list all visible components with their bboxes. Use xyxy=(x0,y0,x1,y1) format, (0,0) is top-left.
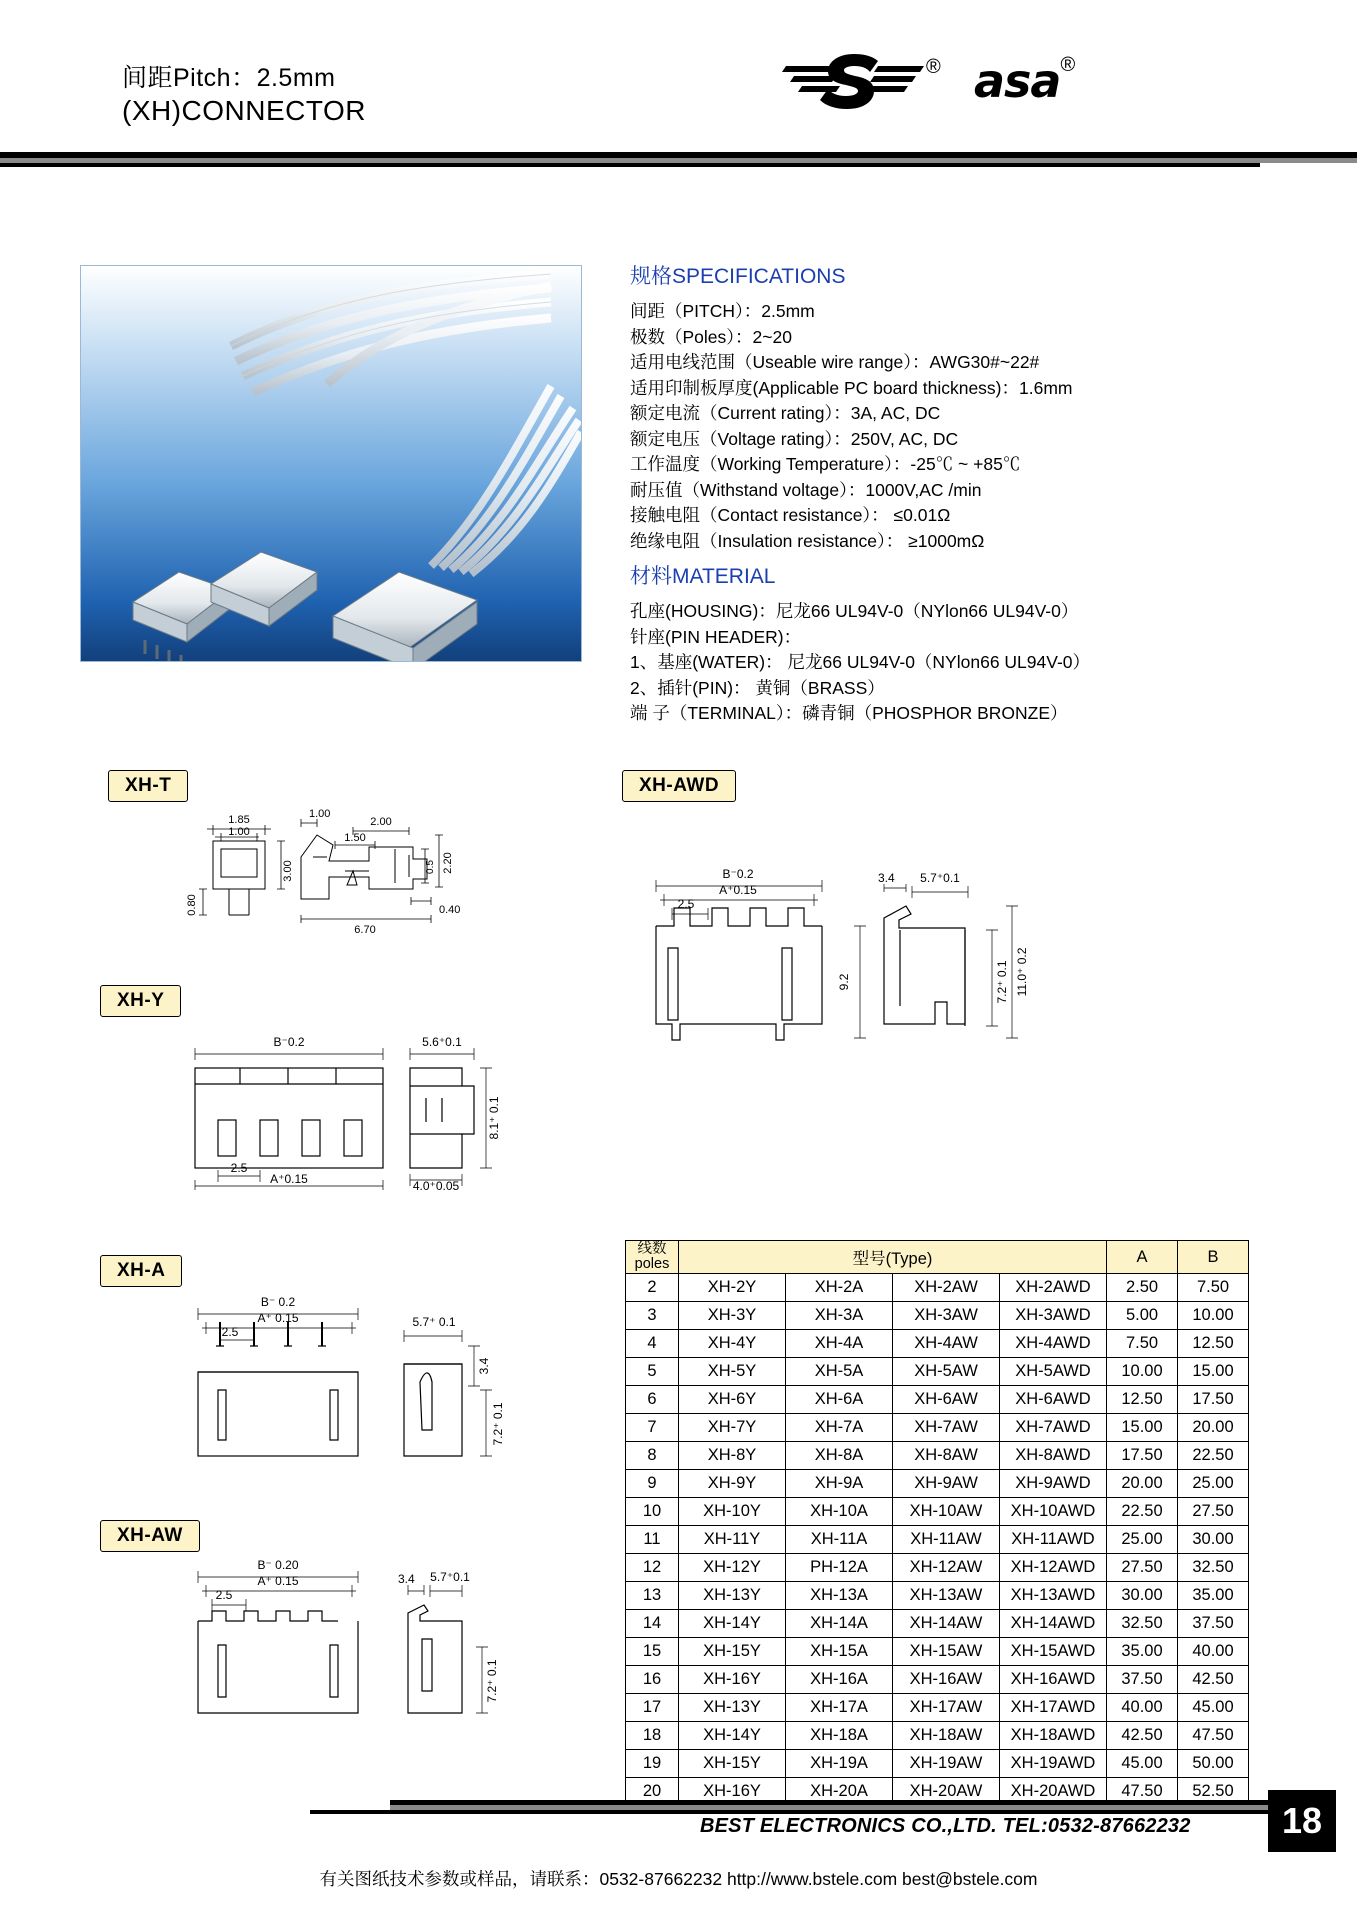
cell-b: 12.50 xyxy=(1178,1330,1249,1358)
dim-text: 7.2⁺ 0.1 xyxy=(995,960,1009,1004)
cell-a: 5.00 xyxy=(1107,1302,1178,1330)
cell-a: 25.00 xyxy=(1107,1526,1178,1554)
cell-poles: 2 xyxy=(626,1274,679,1302)
footer-divider-2 xyxy=(310,1810,1270,1814)
cell-type: XH-15Y xyxy=(679,1750,786,1778)
table-row xyxy=(626,1582,1249,1610)
table-row xyxy=(626,1470,1249,1498)
cell-type: XH-15Y xyxy=(679,1638,786,1666)
dim-text: 3.4 xyxy=(878,871,895,885)
cell-b: 52.50 xyxy=(1178,1778,1249,1806)
cell-b: 50.00 xyxy=(1178,1750,1249,1778)
cell-type: XH-11AWD xyxy=(1000,1526,1107,1554)
header-divider xyxy=(0,152,1357,163)
dim-text: 0.5 xyxy=(425,860,436,874)
cell-type: XH-17A xyxy=(786,1694,893,1722)
cell-poles: 10 xyxy=(626,1498,679,1526)
drawing-xh-t xyxy=(95,805,495,950)
footer-contact: 有关图纸技术参数或样品，请联系：0532-87662232 http://www.bstele.com best@bstele.com xyxy=(319,1869,1038,1889)
cell-type: XH-6Y xyxy=(679,1386,786,1414)
specifications-heading: 规格SPECIFICATIONS xyxy=(630,265,846,288)
cell-type: XH-14Y xyxy=(679,1722,786,1750)
table-row xyxy=(626,1722,1249,1750)
cell-type: XH-13Y xyxy=(679,1582,786,1610)
cell-type: XH-13AW xyxy=(893,1582,1000,1610)
cell-poles: 8 xyxy=(626,1442,679,1470)
table-row xyxy=(626,1442,1249,1470)
cell-poles: 7 xyxy=(626,1414,679,1442)
dim-text: 0.40 xyxy=(439,904,461,916)
table-row xyxy=(626,1498,1249,1526)
specifications-block xyxy=(630,260,1250,554)
dim-text: 5.7⁺ 0.1 xyxy=(412,1315,456,1329)
material-line: 孔座(HOUSING)：尼龙66 UL94V-0（NYlon66 UL94V-0） xyxy=(630,601,1079,621)
cell-type: XH-4AW xyxy=(893,1330,1000,1358)
cell-type: XH-8A xyxy=(786,1442,893,1470)
cell-type: XH-7A xyxy=(786,1414,893,1442)
cell-type: XH-3Y xyxy=(679,1302,786,1330)
table-header-type: 型号(Type) xyxy=(679,1241,1107,1274)
product-photo xyxy=(80,265,582,662)
cell-type: XH-10AWD xyxy=(1000,1498,1107,1526)
cell-type: XH-9A xyxy=(786,1470,893,1498)
cell-type: XH-15A xyxy=(786,1638,893,1666)
cell-type: XH-20AWD xyxy=(1000,1778,1107,1806)
table-header-a: A xyxy=(1107,1241,1178,1274)
cell-b: 45.00 xyxy=(1178,1694,1249,1722)
section-tag-xh-aw: XH-AW xyxy=(100,1520,200,1552)
cell-type: XH-3A xyxy=(786,1302,893,1330)
cell-type: XH-4A xyxy=(786,1330,893,1358)
section-tag-xh-awd: XH-AWD xyxy=(622,770,736,802)
cell-b: 22.50 xyxy=(1178,1442,1249,1470)
cell-a: 27.50 xyxy=(1107,1554,1178,1582)
cell-type: XH-20A xyxy=(786,1778,893,1806)
table-row xyxy=(626,1302,1249,1330)
registered-mark-1: ® xyxy=(926,56,941,78)
dim-text: B⁻ 0.20 xyxy=(257,1558,299,1572)
page-title: (XH)CONNECTOR xyxy=(122,95,366,126)
dim-text: 3.00 xyxy=(282,860,294,882)
cell-type: XH-19A xyxy=(786,1750,893,1778)
table-row xyxy=(626,1386,1249,1414)
table-row xyxy=(626,1610,1249,1638)
table-row xyxy=(626,1750,1249,1778)
cell-type: XH-17AWD xyxy=(1000,1694,1107,1722)
cell-b: 27.50 xyxy=(1178,1498,1249,1526)
cell-type: XH-7AWD xyxy=(1000,1414,1107,1442)
cell-poles: 16 xyxy=(626,1666,679,1694)
table-row xyxy=(626,1526,1249,1554)
dim-text: 7.2⁺ 0.1 xyxy=(491,1402,505,1446)
table-row xyxy=(626,1666,1249,1694)
cell-type: XH-9AW xyxy=(893,1470,1000,1498)
cell-type: XH-8Y xyxy=(679,1442,786,1470)
dim-text: 2.5 xyxy=(221,1325,239,1339)
cell-type: XH-2AW xyxy=(893,1274,1000,1302)
footer-divider xyxy=(390,1800,1270,1810)
cell-type: XH-3AWD xyxy=(1000,1302,1107,1330)
material-line: 端 子（TERMINAL）：磷青铜（PHOSPHOR BRONZE） xyxy=(630,703,1068,723)
cell-type: XH-13Y xyxy=(679,1694,786,1722)
dim-text: 1.00 xyxy=(309,808,331,820)
section-tag-xh-y: XH-Y xyxy=(100,985,181,1017)
cell-type: XH-11Y xyxy=(679,1526,786,1554)
dim-text: 3.4 xyxy=(477,1357,491,1375)
material-line: 1、基座(WATER)： 尼龙66 UL94V-0（NYlon66 UL94V-0） xyxy=(630,652,1091,672)
cell-poles: 17 xyxy=(626,1694,679,1722)
cell-poles: 20 xyxy=(626,1778,679,1806)
cell-type: XH-2Y xyxy=(679,1274,786,1302)
cell-a: 10.00 xyxy=(1107,1358,1178,1386)
cell-poles: 13 xyxy=(626,1582,679,1610)
dim-text: 3.4 xyxy=(398,1572,415,1586)
cell-b: 30.00 xyxy=(1178,1526,1249,1554)
cell-type: XH-16AWD xyxy=(1000,1666,1107,1694)
spec-line: 适用电线范围（Useable wire range）：AWG30#~22# xyxy=(630,352,1040,372)
table-row xyxy=(626,1358,1249,1386)
brand-logo xyxy=(780,50,1076,112)
cell-type: XH-12AW xyxy=(893,1554,1000,1582)
cell-b: 40.00 xyxy=(1178,1638,1249,1666)
cell-poles: 3 xyxy=(626,1302,679,1330)
dim-text: 1.50 xyxy=(344,832,366,844)
cell-type: XH-12Y xyxy=(679,1554,786,1582)
footer-company: BEST ELECTRONICS CO.,LTD. TEL:0532-87662232 xyxy=(700,1815,1191,1837)
dim-text: 2.20 xyxy=(442,852,454,874)
cell-type: XH-16AW xyxy=(893,1666,1000,1694)
poles-en-label: poles xyxy=(634,1256,670,1272)
cell-type: XH-2A xyxy=(786,1274,893,1302)
spec-line: 额定电压（Voltage rating）：250V, AC, DC xyxy=(630,428,959,449)
cell-type: XH-12AWD xyxy=(1000,1554,1107,1582)
dim-text: 2.5 xyxy=(230,1161,248,1175)
dim-text: 7.2⁺ 0.1 xyxy=(485,1659,499,1703)
cell-b: 17.50 xyxy=(1178,1386,1249,1414)
dim-text: 1.85 xyxy=(228,814,250,826)
cell-b: 10.00 xyxy=(1178,1302,1249,1330)
cell-b: 32.50 xyxy=(1178,1554,1249,1582)
drawing-xh-awd xyxy=(620,860,1090,1110)
material-heading: 材料MATERIAL xyxy=(630,565,776,588)
table-header-row xyxy=(626,1241,1249,1274)
cell-type: XH-8AWD xyxy=(1000,1442,1107,1470)
cell-a: 37.50 xyxy=(1107,1666,1178,1694)
dim-text: B⁻0.2 xyxy=(722,867,754,881)
dim-text: 0.80 xyxy=(186,894,198,916)
dim-text: A⁺ 0.15 xyxy=(257,1574,299,1588)
cell-type: XH-9Y xyxy=(679,1470,786,1498)
cell-a: 2.50 xyxy=(1107,1274,1178,1302)
cell-type: XH-18A xyxy=(786,1722,893,1750)
cell-b: 42.50 xyxy=(1178,1666,1249,1694)
cell-a: 35.00 xyxy=(1107,1638,1178,1666)
cell-type: XH-2AWD xyxy=(1000,1274,1107,1302)
dim-text: 4.0⁺0.05 xyxy=(412,1179,460,1190)
cell-type: XH-6A xyxy=(786,1386,893,1414)
cell-type: XH-5Y xyxy=(679,1358,786,1386)
cell-type: XH-11A xyxy=(786,1526,893,1554)
spec-line: 适用印制板厚度(Applicable PC board thickness)：1.6mm xyxy=(630,377,1073,398)
dim-text: B⁻ 0.2 xyxy=(260,1295,296,1309)
table-row xyxy=(626,1554,1249,1582)
cell-type: XH-13AWD xyxy=(1000,1582,1107,1610)
spec-line: 极数（Poles）：2~20 xyxy=(630,326,792,347)
table-row xyxy=(626,1414,1249,1442)
page-number: 18 xyxy=(1268,1790,1336,1852)
spec-line: 间距（PITCH）：2.5mm xyxy=(630,301,815,321)
table-header-b: B xyxy=(1178,1241,1249,1274)
cell-type: XH-14AW xyxy=(893,1610,1000,1638)
cell-type: XH-14Y xyxy=(679,1610,786,1638)
cell-type: XH-10A xyxy=(786,1498,893,1526)
cell-type: XH-16Y xyxy=(679,1778,786,1806)
dim-text: B⁻0.2 xyxy=(273,1035,305,1049)
dim-text: 9.2 xyxy=(837,973,851,991)
cell-a: 45.00 xyxy=(1107,1750,1178,1778)
dim-text: 2.5 xyxy=(677,897,695,911)
cell-b: 15.00 xyxy=(1178,1358,1249,1386)
best-s-logo-icon xyxy=(780,50,941,112)
cell-a: 20.00 xyxy=(1107,1470,1178,1498)
spec-line: 接触电阻（Contact resistance）： ≤0.01Ω xyxy=(630,505,951,525)
asa-wordmark: asa xyxy=(974,54,1061,108)
dim-text: 1.00 xyxy=(228,826,250,838)
cell-type: XH-11AW xyxy=(893,1526,1000,1554)
cell-a: 32.50 xyxy=(1107,1610,1178,1638)
spec-line: 工作温度（Working Temperature）：-25℃ ~ +85℃ xyxy=(630,454,1021,474)
cell-a: 7.50 xyxy=(1107,1330,1178,1358)
cell-poles: 4 xyxy=(626,1330,679,1358)
cell-type: XH-15AWD xyxy=(1000,1638,1107,1666)
dim-text: 8.1⁺ 0.1 xyxy=(487,1096,501,1140)
cell-poles: 11 xyxy=(626,1526,679,1554)
dim-text: 11.0⁺ 0.2 xyxy=(1015,947,1029,997)
cell-type: XH-10Y xyxy=(679,1498,786,1526)
dim-text: 5.7⁺0.1 xyxy=(920,871,960,885)
spec-line: 额定电流（Current rating）：3A, AC, DC xyxy=(630,403,941,423)
dim-text: 5.7⁺0.1 xyxy=(430,1570,470,1584)
cell-b: 37.50 xyxy=(1178,1610,1249,1638)
drawing-xh-y xyxy=(90,1020,510,1190)
cell-b: 25.00 xyxy=(1178,1470,1249,1498)
spec-line: 耐压值（Withstand voltage）：1000V,AC /min xyxy=(630,479,982,500)
section-tag-xh-a: XH-A xyxy=(100,1255,182,1287)
cell-poles: 19 xyxy=(626,1750,679,1778)
page-header xyxy=(0,0,1357,160)
cell-a: 17.50 xyxy=(1107,1442,1178,1470)
dim-text: A⁺ 0.15 xyxy=(257,1311,299,1325)
dim-text: 5.6⁺0.1 xyxy=(422,1035,462,1049)
cell-type: XH-18AWD xyxy=(1000,1722,1107,1750)
material-line: 针座(PIN HEADER)： xyxy=(630,626,802,647)
registered-mark-2: ® xyxy=(1060,54,1076,76)
table-row xyxy=(626,1274,1249,1302)
drawing-xh-a xyxy=(90,1290,520,1480)
cell-type: XH-19AW xyxy=(893,1750,1000,1778)
cell-type: XH-5AWD xyxy=(1000,1358,1107,1386)
table-row xyxy=(626,1638,1249,1666)
dim-text: A⁺0.15 xyxy=(719,883,757,897)
cell-type: XH-13A xyxy=(786,1582,893,1610)
cell-a: 22.50 xyxy=(1107,1498,1178,1526)
cell-type: XH-5A xyxy=(786,1358,893,1386)
cell-type: XH-10AW xyxy=(893,1498,1000,1526)
cell-type: XH-15AW xyxy=(893,1638,1000,1666)
cell-type: XH-7AW xyxy=(893,1414,1000,1442)
cell-a: 30.00 xyxy=(1107,1582,1178,1610)
cell-type: XH-6AW xyxy=(893,1386,1000,1414)
cell-type: XH-9AWD xyxy=(1000,1470,1107,1498)
cell-type: XH-5AW xyxy=(893,1358,1000,1386)
cell-type: XH-4Y xyxy=(679,1330,786,1358)
cell-type: XH-17AW xyxy=(893,1694,1000,1722)
dim-text: 2.00 xyxy=(370,816,392,828)
table-row xyxy=(626,1694,1249,1722)
type-table xyxy=(625,1240,1249,1806)
cell-poles: 5 xyxy=(626,1358,679,1386)
spec-line: 绝缘电阻（Insulation resistance）： ≥1000mΩ xyxy=(630,530,985,551)
cell-type: XH-16A xyxy=(786,1666,893,1694)
dim-text: 6.70 xyxy=(354,924,376,936)
cell-type: XH-16Y xyxy=(679,1666,786,1694)
dim-text: A⁺0.15 xyxy=(270,1172,308,1186)
cell-poles: 9 xyxy=(626,1470,679,1498)
cell-a: 12.50 xyxy=(1107,1386,1178,1414)
cell-type: XH-14AWD xyxy=(1000,1610,1107,1638)
cell-poles: 18 xyxy=(626,1722,679,1750)
cell-a: 42.50 xyxy=(1107,1722,1178,1750)
cell-type: XH-8AW xyxy=(893,1442,1000,1470)
cell-type: XH-7Y xyxy=(679,1414,786,1442)
cell-type: XH-14A xyxy=(786,1610,893,1638)
dim-text: 2.5 xyxy=(215,1588,233,1602)
table-header-poles xyxy=(626,1241,679,1274)
cell-poles: 12 xyxy=(626,1554,679,1582)
cell-type: XH-3AW xyxy=(893,1302,1000,1330)
header-pitch: 间距Pitch：2.5mm xyxy=(122,64,336,92)
cell-type: XH-6AWD xyxy=(1000,1386,1107,1414)
table-row xyxy=(626,1330,1249,1358)
poles-cn-label: 线数 xyxy=(637,1241,667,1257)
cell-type: XH-19AWD xyxy=(1000,1750,1107,1778)
cell-a: 15.00 xyxy=(1107,1414,1178,1442)
cell-b: 7.50 xyxy=(1178,1274,1249,1302)
section-tag-xh-t: XH-T xyxy=(108,770,188,802)
cell-type: XH-20AW xyxy=(893,1778,1000,1806)
material-line: 2、插针(PIN)： 黄铜（BRASS） xyxy=(630,677,885,698)
cell-type: XH-4AWD xyxy=(1000,1330,1107,1358)
cell-type: PH-12A xyxy=(786,1554,893,1582)
cell-type: XH-18AW xyxy=(893,1722,1000,1750)
cell-poles: 6 xyxy=(626,1386,679,1414)
cell-poles: 15 xyxy=(626,1638,679,1666)
cell-b: 35.00 xyxy=(1178,1582,1249,1610)
material-block xyxy=(630,560,1270,727)
cell-b: 47.50 xyxy=(1178,1722,1249,1750)
cell-a: 47.50 xyxy=(1107,1778,1178,1806)
cell-b: 20.00 xyxy=(1178,1414,1249,1442)
cell-poles: 14 xyxy=(626,1610,679,1638)
drawing-xh-aw xyxy=(90,1555,520,1735)
cell-a: 40.00 xyxy=(1107,1694,1178,1722)
